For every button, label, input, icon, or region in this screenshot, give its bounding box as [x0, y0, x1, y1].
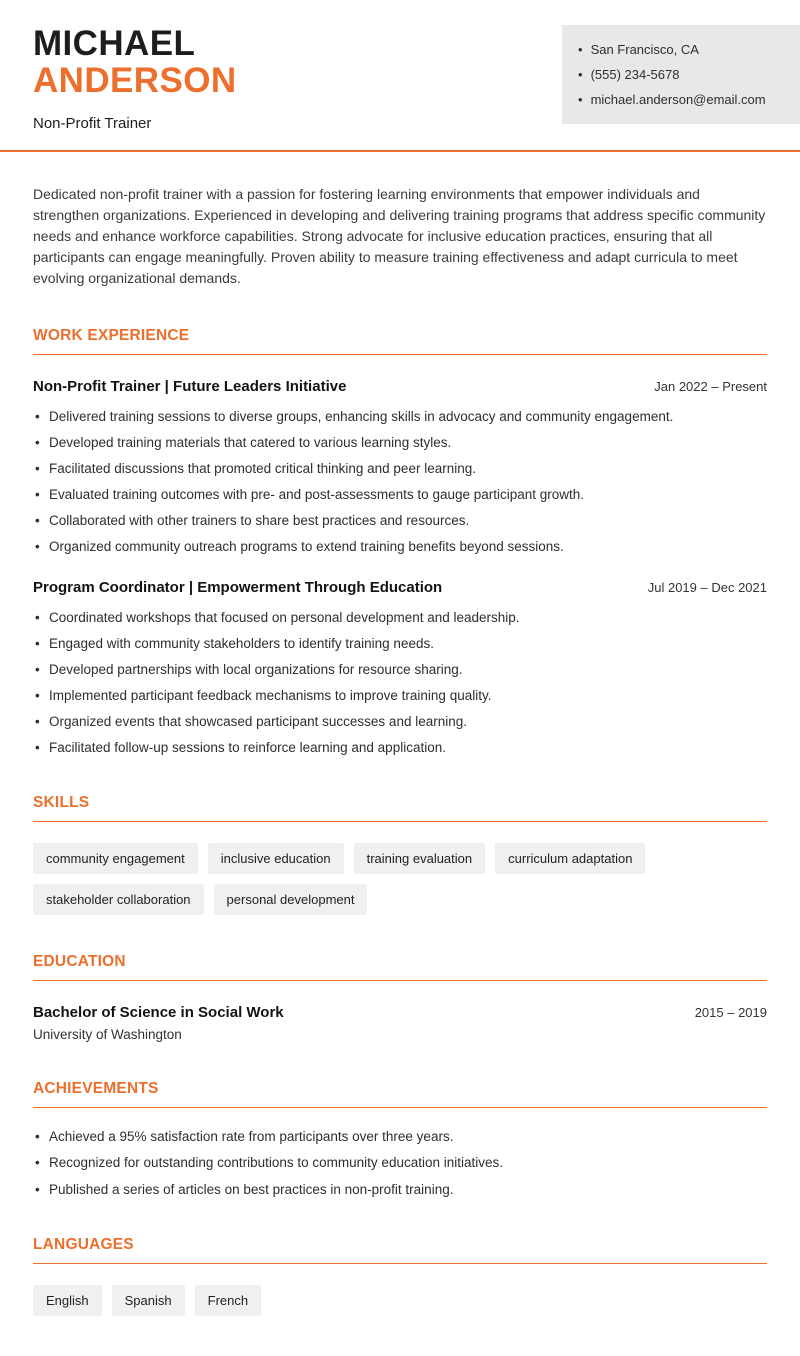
job-dates: Jan 2022 – Present	[654, 378, 767, 394]
section-work-experience	[33, 327, 767, 757]
education-header-row	[33, 1004, 767, 1021]
skills-heading: SKILLS	[33, 794, 90, 812]
work-experience-heading: WORK EXPERIENCE	[33, 326, 190, 344]
languages-divider	[33, 1263, 767, 1264]
bullet-item: • Developed training materials that catered to various learning styles.	[33, 434, 767, 452]
section-achievements	[33, 1080, 767, 1198]
achievements-bullet-list	[33, 1128, 767, 1198]
skill-tag: community engagement	[33, 843, 198, 874]
bullet-item: • Implemented participant feedback mechanisms to improve training quality.	[33, 687, 767, 705]
skill-tag: inclusive education	[208, 843, 344, 874]
candidate-job-title: Non-Profit Trainer	[33, 114, 152, 132]
candidate-name	[33, 25, 237, 100]
section-languages	[33, 1236, 767, 1316]
job-title-company: Program Coordinator | Empowerment Through Education	[33, 578, 443, 596]
languages-heading: LANGUAGES	[33, 1236, 134, 1254]
header-left	[33, 25, 237, 132]
bullet-item: • Engaged with community stakeholders to identify training needs.	[33, 635, 767, 653]
bullet-item: • Developed partnerships with local organizations for resource sharing.	[33, 661, 767, 679]
contact-location: • San Francisco, CA	[578, 37, 782, 62]
header-divider	[0, 150, 800, 152]
education-entry	[33, 1004, 767, 1042]
bullet-item: • Organized events that showcased participant successes and learning.	[33, 713, 767, 731]
skills-divider	[33, 821, 767, 822]
education-divider	[33, 980, 767, 981]
first-name: MICHAEL	[33, 24, 196, 63]
bullet-item: • Achieved a 95% satisfaction rate from participants over three years.	[33, 1128, 767, 1146]
summary-paragraph: Dedicated non-profit trainer with a passion for fostering learning environments that empower individuals and strengthen organizations. Experienced in developing and delivering training programs that address specific community needs and enhance workforce capabilities. Strong advocate for inclusive education practices, ensuring that all participants can engage meaningfully. Proven ability to measure training effectiveness and adapt curricula to meet evolving organizational demands.	[33, 185, 766, 286]
bullet-item: • Published a series of articles on best practices in non-profit training.	[33, 1181, 767, 1199]
skill-tag: curriculum adaptation	[495, 843, 645, 874]
job-bullet-list	[33, 408, 767, 556]
language-tag: French	[195, 1285, 261, 1316]
job-header-row	[33, 579, 767, 596]
work-experience-divider	[33, 354, 767, 355]
header	[33, 25, 767, 132]
bullet-item: • Evaluated training outcomes with pre- and post-assessments to gauge participant growth.	[33, 486, 767, 504]
education-heading: EDUCATION	[33, 953, 126, 971]
bullet-item: • Delivered training sessions to diverse groups, enhancing skills in advocacy and community engagement.	[33, 408, 767, 426]
skill-tag: training evaluation	[354, 843, 486, 874]
bullet-item: • Facilitated discussions that promoted critical thinking and peer learning.	[33, 460, 767, 478]
skills-tag-list	[33, 843, 767, 915]
contact-list	[578, 37, 782, 112]
degree-title: Bachelor of Science in Social Work	[33, 1004, 284, 1022]
job-entry	[33, 378, 767, 556]
job-bullet-list	[33, 609, 767, 757]
bullet-item: • Coordinated workshops that focused on personal development and leadership.	[33, 609, 767, 627]
skill-tag: personal development	[214, 884, 368, 915]
school-name: University of Washington	[33, 1027, 182, 1043]
language-tag: Spanish	[112, 1285, 185, 1316]
achievements-divider	[33, 1107, 767, 1108]
contact-email: • michael.anderson@email.com	[578, 87, 782, 112]
contact-phone: • (555) 234-5678	[578, 62, 782, 87]
job-header-row	[33, 378, 767, 395]
languages-tag-list	[33, 1285, 767, 1316]
education-dates: 2015 – 2019	[694, 1005, 767, 1021]
job-dates: Jul 2019 – Dec 2021	[647, 579, 767, 595]
bullet-item: • Organized community outreach programs to extend training benefits beyond sessions.	[33, 538, 767, 556]
language-tag: English	[33, 1285, 102, 1316]
section-education	[33, 953, 767, 1042]
skill-tag: stakeholder collaboration	[33, 884, 204, 915]
bullet-item: • Collaborated with other trainers to share best practices and resources.	[33, 512, 767, 530]
job-entry	[33, 579, 767, 757]
last-name: ANDERSON	[33, 61, 237, 101]
contact-box	[562, 25, 800, 124]
job-title-company: Non-Profit Trainer | Future Leaders Initiative	[33, 377, 347, 395]
bullet-item: • Facilitated follow-up sessions to reinforce learning and application.	[33, 739, 767, 757]
section-skills	[33, 794, 767, 915]
achievements-heading: ACHIEVEMENTS	[33, 1080, 159, 1098]
bullet-item: • Recognized for outstanding contributions to community education initiatives.	[33, 1154, 767, 1172]
